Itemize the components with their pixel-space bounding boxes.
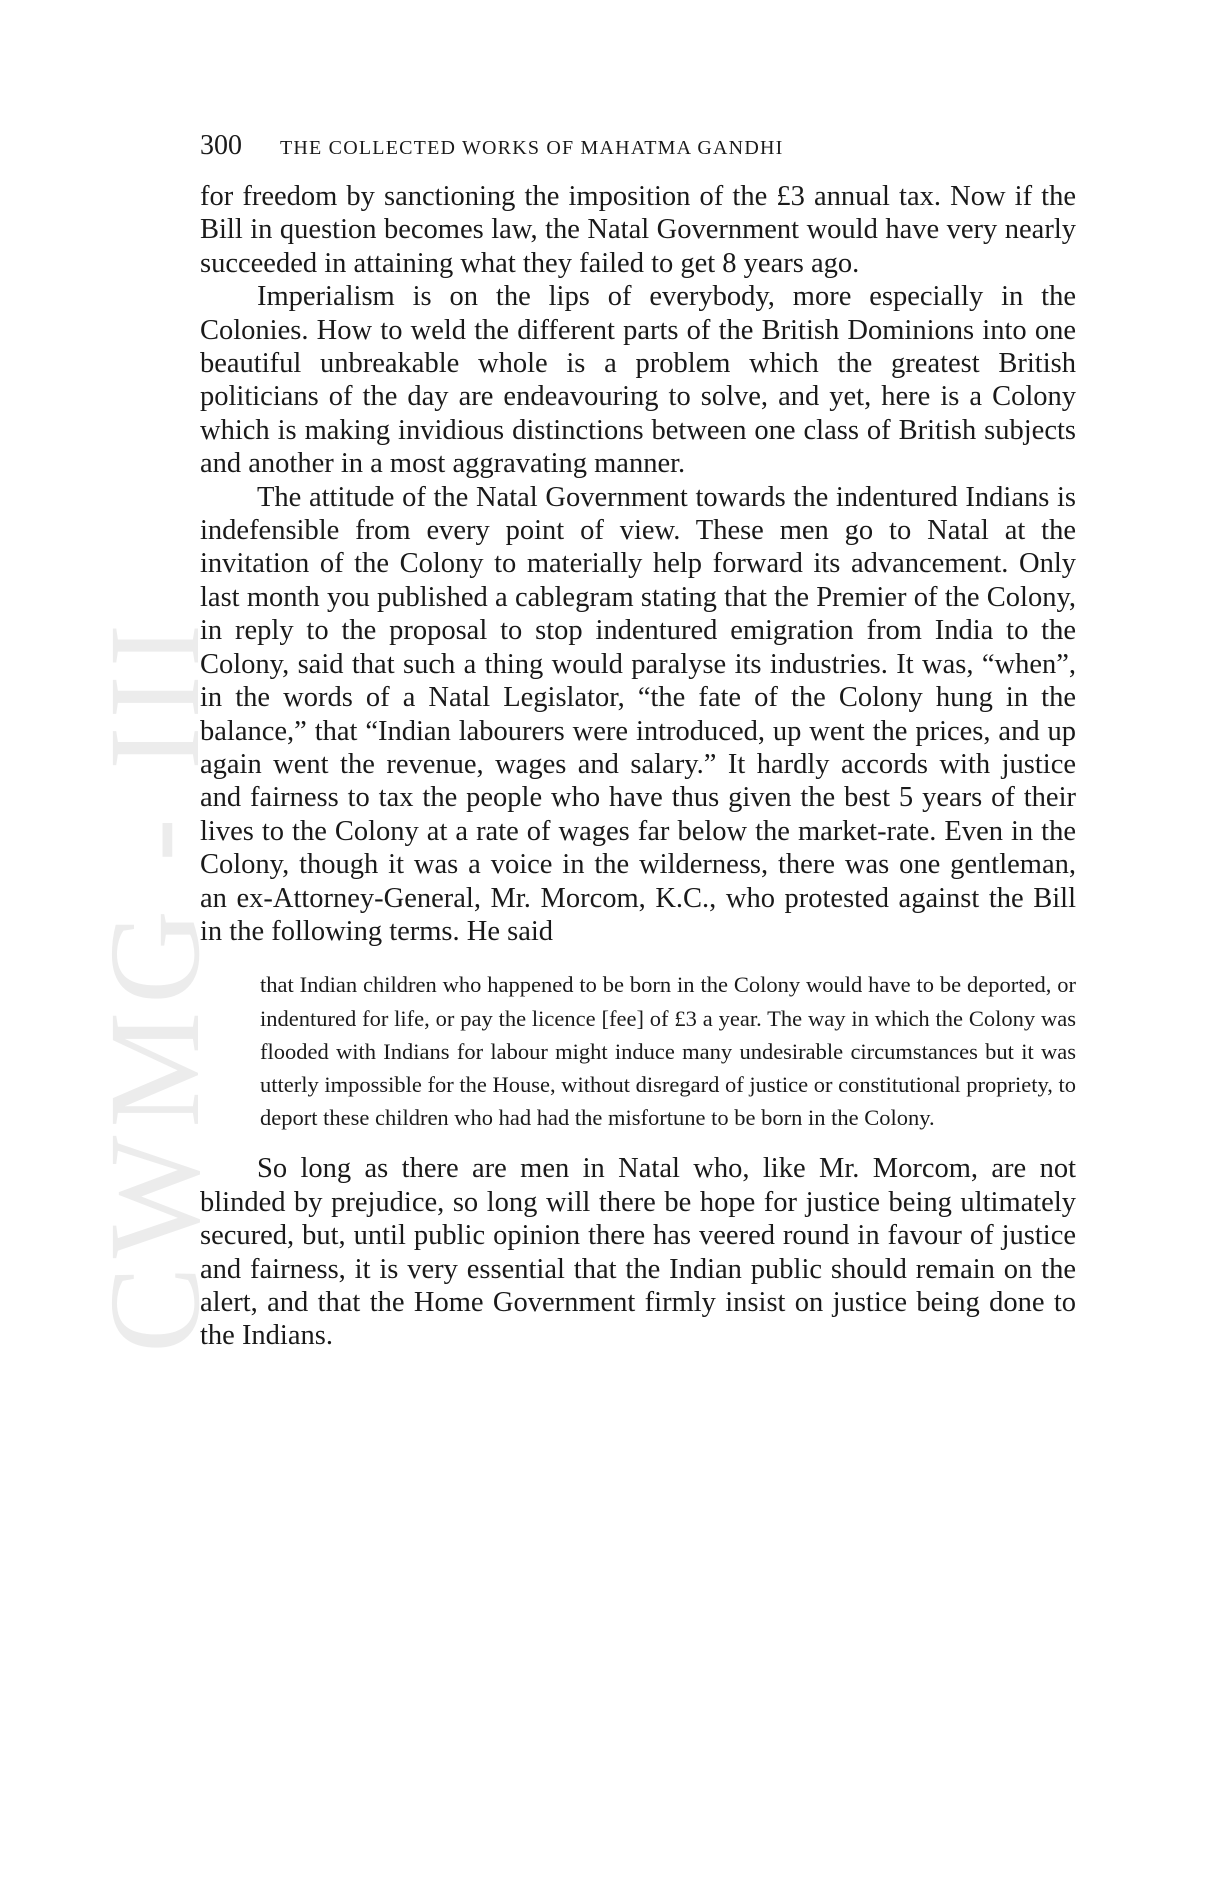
block-quote: that Indian children who happened to be born in the Colony would have to be deported, or indentured for life, or pay the licence [fee] of £3 a year. The way in which the Colony was flooded with Indians for labour might induce many undesirable circumstances but it was utterly impossible for the House, without disregard of justice or constitutional propriety, to deport these children who had had the misfortune to be born in the Colony. — [260, 972, 1076, 1131]
paragraph-imperialism: Imperialism is on the lips of everybody, more especially in the Colonies. How to weld the different parts of the British Dominions into one beautiful unbreakable whole is a problem which the greatest British politicians of the day are endeavouring to solve, and yet, here is a Colony which is making invidious distinctions between one class of British subjects and another in a most aggravating manner. — [200, 281, 1076, 480]
body-text — [200, 180, 1076, 1353]
watermark-text: CWMG - III — [83, 615, 227, 1353]
page-number: 300 — [200, 130, 242, 161]
paragraph-attitude: The attitude of the Natal Government towards the indentured Indians is indefensible from every point of view. These men go to Natal at the invitation of the Colony to materially help forward its advancement. Only last month you published a cablegram stating that the Premier of the Colony, in reply to the proposal to stop indentured emigration from India to the Colony, said that such a thing would paralyse its industries. It was, “when”, in the words of a Natal Legislator, “the fate of the Colony hung in the balance,” that “Indian labourers were introduced, up went the prices, and up again went the revenue, wages and salary.” It hardly accords with justice and fairness to tax the people who have thus given the best 5 years of their lives to the Colony at a rate of wages far below the market-rate. Even in the Colony, though it was a voice in the wilderness, there was one gentleman, an ex-Attorney-General, Mr. Morcom, K.C., who protested against the Bill in the following terms. He said — [200, 481, 1076, 947]
page-header — [200, 130, 1080, 170]
running-head: THE COLLECTED WORKS OF MAHATMA GANDHI — [280, 137, 784, 159]
paragraph-closing: So long as there are men in Natal who, like Mr. Morcom, are not blinded by prejudice, so long will there be hope for justice being ultimately secured, but, until public opinion there has veered round in favour of justice and fairness, it is very essential that the Indian public should remain on the alert, and that the Home Government firmly insist on justice being done to the Indians. — [200, 1153, 1076, 1352]
paragraph-continued: for freedom by sanctioning the imposition of the £3 annual tax. Now if the Bill in question becomes law, the Natal Government would have very nearly succeeded in attaining what they failed to get 8 years ago. — [200, 181, 1076, 279]
